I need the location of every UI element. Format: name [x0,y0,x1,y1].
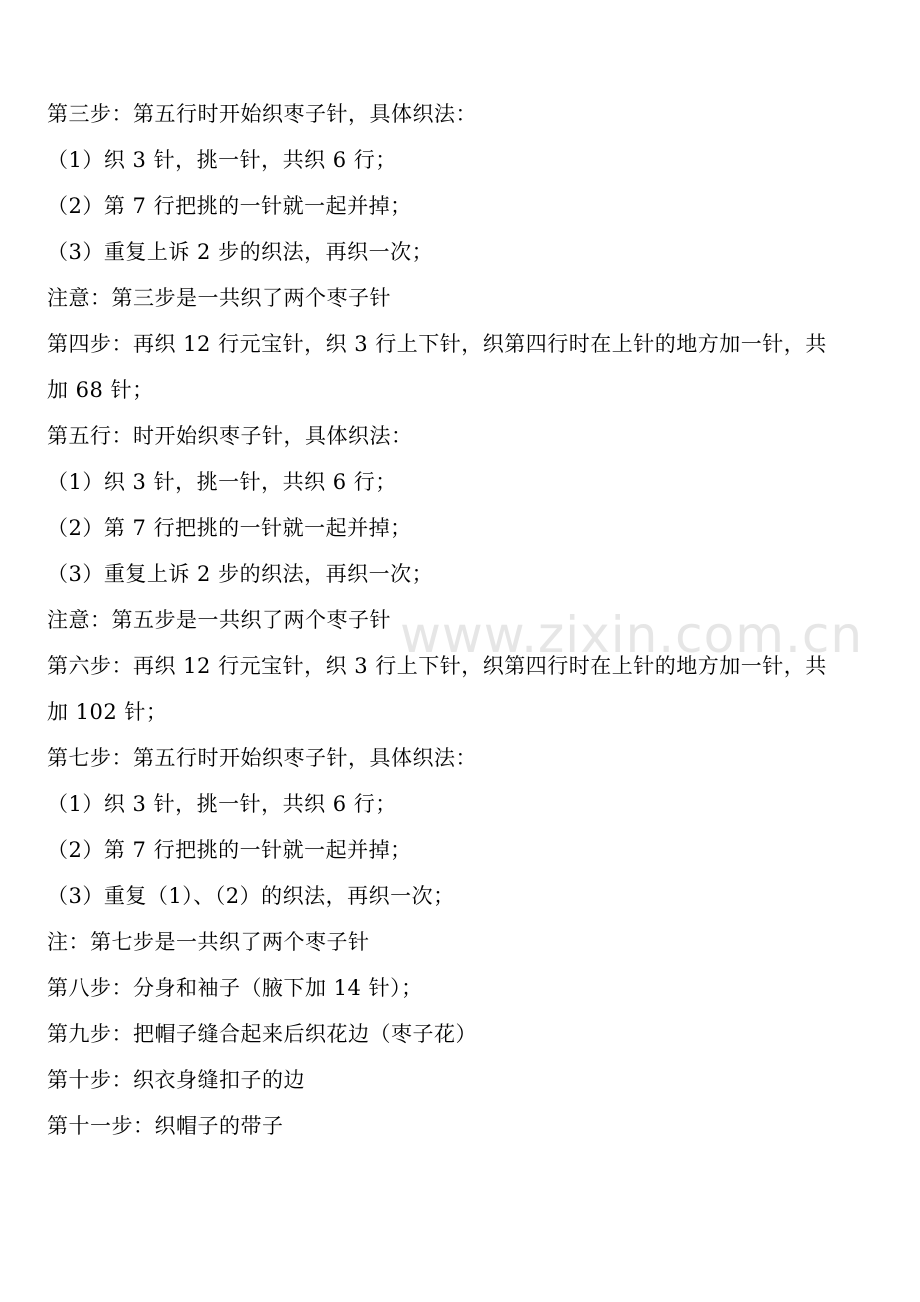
step-3-item-1: （1）织 3 针，挑一针，共织 6 行； [47,148,397,172]
step-9-heading: 第九步：把帽子缝合起来后织花边（枣子花） [47,1022,477,1046]
step-7-item-3: （3）重复（1）、（2）的织法，再织一次； [47,884,455,908]
step-5-heading: 第五行：时开始织枣子针，具体织法： [47,424,413,448]
step-7-note: 注：第七步是一共织了两个枣子针 [47,930,370,954]
step-7-heading: 第七步：第五行时开始织枣子针，具体织法： [47,746,477,770]
step-7-item-2: （2）第 7 行把挑的一针就一起并掉； [47,838,412,862]
step-3-heading: 第三步：第五行时开始织枣子针，具体织法： [47,102,477,126]
watermark: www.zixin.com.cn [400,606,864,664]
step-3-item-2: （2）第 7 行把挑的一针就一起并掉； [47,194,412,218]
step-6-heading: 第六步：再织 12 行元宝针，织 3 行上下针，织第四行时在上针的地方加一针，共 [47,654,827,678]
step-11-heading: 第十一步：织帽子的带子 [47,1114,284,1138]
step-4-heading: 第四步：再织 12 行元宝针，织 3 行上下针，织第四行时在上针的地方加一针，共 [47,332,827,356]
step-5-note: 注意：第五步是一共织了两个枣子针 [47,608,391,632]
step-8-heading: 第八步：分身和袖子（腋下加 14 针）； [47,976,423,1000]
step-4-continuation: 加 68 针； [47,378,154,402]
step-5-item-3: （3）重复上诉 2 步的织法，再织一次； [47,562,434,586]
step-5-item-2: （2）第 7 行把挑的一针就一起并掉； [47,516,412,540]
step-10-heading: 第十步：织衣身缝扣子的边 [47,1068,305,1092]
step-6-continuation: 加 102 针； [47,700,168,724]
step-3-item-3: （3）重复上诉 2 步的织法，再织一次； [47,240,434,264]
step-3-note: 注意：第三步是一共织了两个枣子针 [47,286,391,310]
step-5-item-1: （1）织 3 针，挑一针，共织 6 行； [47,470,397,494]
step-7-item-1: （1）织 3 针，挑一针，共织 6 行； [47,792,397,816]
document-body [47,91,877,1149]
